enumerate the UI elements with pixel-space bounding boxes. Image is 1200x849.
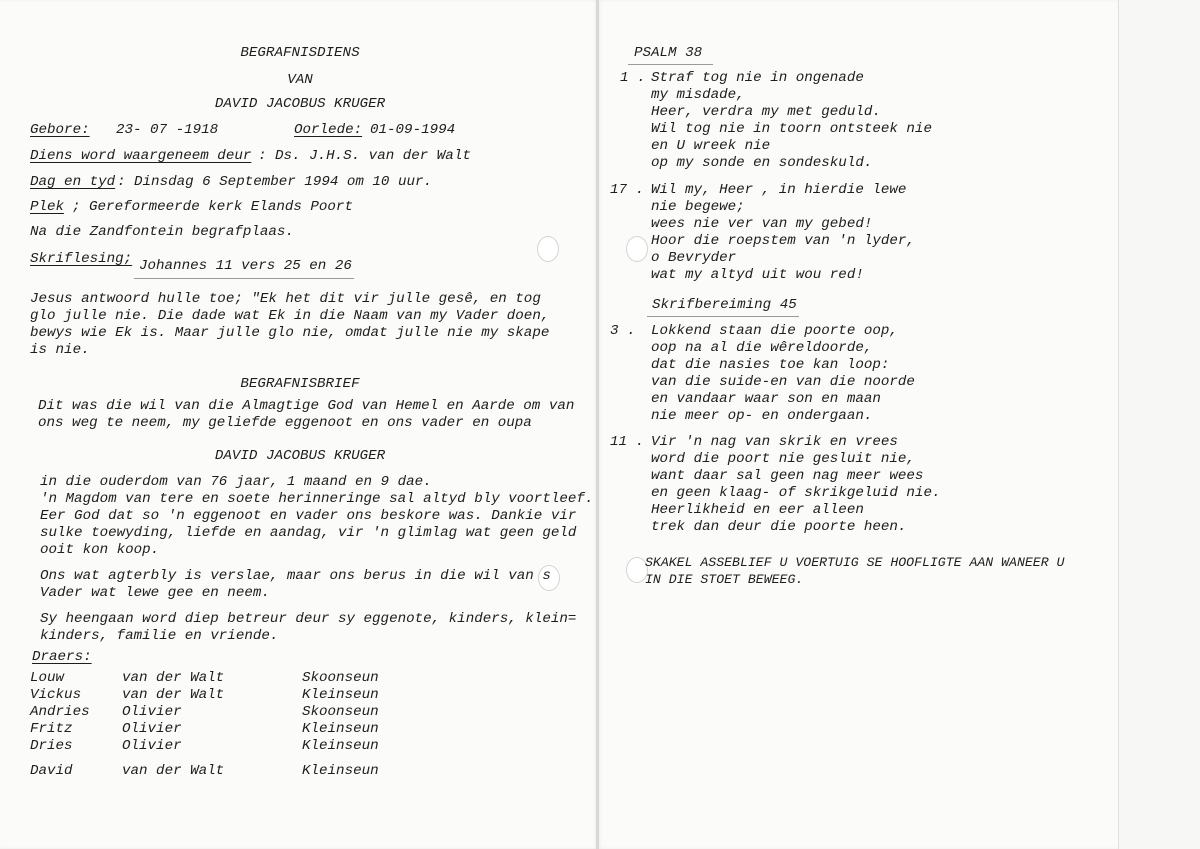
deceased-name-repeat: DAVID JACOBUS KRUGER bbox=[214, 448, 386, 464]
bearer-surname: Olivier bbox=[122, 721, 182, 737]
verse-line: Heerlikheid en eer alleen bbox=[651, 502, 864, 518]
verse-line: en U wreek nie bbox=[651, 138, 771, 154]
reading-line: is nie. bbox=[30, 342, 90, 358]
verse-line: en vandaar waar son en maan bbox=[651, 391, 881, 407]
letter-line: ooit kon koop. bbox=[40, 542, 160, 558]
verse-line: want daar sal geen nag meer wees bbox=[651, 468, 924, 484]
reading-reference: Johannes 11 vers 25 en 26 bbox=[139, 258, 352, 274]
verse-line: my misdade, bbox=[651, 87, 745, 103]
died-date: 01-09-1994 bbox=[370, 122, 456, 138]
letter-line: Eer God dat so 'n eggenoot en vader ons beskore was. Dankie vir bbox=[40, 508, 577, 524]
born-date: 23- 07 -1918 bbox=[116, 122, 219, 138]
punch-hole bbox=[537, 236, 559, 262]
verse-line: nie meer op- en ondergaan. bbox=[651, 408, 873, 424]
verse-line: wat my altyd uit wou red! bbox=[651, 267, 864, 283]
skrifbereiming-title: Skrifbereiming 45 bbox=[652, 297, 797, 313]
verse-line: van die suide-en van die noorde bbox=[651, 374, 915, 390]
verse-number: 1 . bbox=[620, 70, 646, 86]
verse-line: o Bevryder bbox=[651, 250, 737, 266]
deceased-name: DAVID JACOBUS KRUGER bbox=[214, 96, 386, 112]
verse-line: Hoor die roepstem van 'n lyder, bbox=[651, 233, 915, 249]
letter-title: BEGRAFNISBRIEF bbox=[240, 376, 360, 392]
document-van: VAN bbox=[287, 72, 313, 88]
place-value: ; Gereformeerde kerk Elands Poort bbox=[72, 199, 353, 215]
reading-line: bewys wie Ek is. Maar julle glo nie, omdat julle nie my skape bbox=[30, 325, 550, 341]
verse-line: Straf tog nie in ongenade bbox=[651, 70, 864, 86]
bearer-relation: Skoonseun bbox=[302, 704, 379, 720]
bearer-first-name: Louw bbox=[30, 670, 65, 686]
notice-line: SKAKEL ASSEBLIEF U VOERTUIG SE HOOFLIGTE AAN WANEER U bbox=[645, 555, 1065, 570]
reading-line: glo julle nie. Die dade wat Ek in die Naam van my Vader doen, bbox=[30, 308, 550, 324]
bearer-relation: Skoonseun bbox=[302, 670, 379, 686]
bearer-surname: van der Walt bbox=[122, 670, 225, 686]
page-edge bbox=[1118, 0, 1200, 849]
verse-line: Wil tog nie in toorn ontsteek nie bbox=[651, 121, 932, 137]
place-label: Plek bbox=[30, 199, 65, 215]
verse-line: oop na al die wêreldoorde, bbox=[651, 340, 873, 356]
letter-line: Vader wat lewe gee en neem. bbox=[40, 585, 270, 601]
cemetery-line: Na die Zandfontein begrafplaas. bbox=[30, 224, 294, 240]
letter-line: in die ouderdom van 76 jaar, 1 maand en 9 dae. bbox=[40, 474, 432, 490]
bearer-relation: Kleinseun bbox=[302, 687, 379, 703]
reading-label: Skriflesing; bbox=[30, 251, 133, 267]
born-label: Gebore: bbox=[30, 122, 90, 138]
letter-line: sulke toewyding, liefde en aandag, vir 'n glimlag wat geen geld bbox=[40, 525, 577, 541]
service-label: Diens word waargeneem deur bbox=[30, 148, 252, 164]
verse-line: op my sonde en sondeskuld. bbox=[651, 155, 873, 171]
bearer-surname: Olivier bbox=[122, 738, 182, 754]
bearer-first-name: Andries bbox=[30, 704, 90, 720]
verse-line: en geen klaag- of skrikgeluid nie. bbox=[651, 485, 941, 501]
letter-line: Sy heengaan word diep betreur deur sy eggenote, kinders, klein= bbox=[40, 611, 577, 627]
verse-number: 11 . bbox=[610, 434, 645, 450]
psalm-title: PSALM 38 bbox=[634, 45, 703, 61]
page-fold bbox=[596, 0, 599, 849]
letter-line: Ons wat agterbly is verslae, maar ons berus in die wil van s bbox=[40, 568, 551, 584]
verse-line: trek dan deur die poorte heen. bbox=[651, 519, 907, 535]
verse-line: Vir 'n nag van skrik en vrees bbox=[651, 434, 898, 450]
psalm-title-underline bbox=[628, 64, 713, 65]
reading-line: Jesus antwoord hulle toe; "Ek het dit vir julle gesê, en tog bbox=[30, 291, 541, 307]
skrifbereiming-title-underline bbox=[647, 316, 799, 317]
bearer-surname: van der Walt bbox=[122, 687, 225, 703]
daytime-label: Dag en tyd bbox=[30, 174, 116, 190]
letter-line: kinders, familie en vriende. bbox=[40, 628, 279, 644]
bearer-first-name: Fritz bbox=[30, 721, 73, 737]
bearer-first-name: David bbox=[30, 763, 73, 779]
punch-hole bbox=[626, 236, 648, 262]
notice-line: IN DIE STOET BEWEEG. bbox=[645, 572, 804, 587]
service-value: : Ds. J.H.S. van der Walt bbox=[258, 148, 471, 164]
verse-line: Lokkend staan die poorte oop, bbox=[651, 323, 898, 339]
bearer-surname: Olivier bbox=[122, 704, 182, 720]
verse-line: nie begewe; bbox=[651, 199, 745, 215]
reading-reference-underline bbox=[134, 278, 354, 279]
document-title: BEGRAFNISDIENS bbox=[240, 45, 360, 61]
bearer-first-name: Dries bbox=[30, 738, 73, 754]
verse-line: word die poort nie gesluit nie, bbox=[651, 451, 915, 467]
bearer-relation: Kleinseun bbox=[302, 721, 379, 737]
verse-line: dat die nasies toe kan loop: bbox=[651, 357, 890, 373]
verse-line: Wil my, Heer , in hierdie lewe bbox=[651, 182, 907, 198]
died-label: Oorlede: bbox=[294, 122, 363, 138]
verse-line: Heer, verdra my met geduld. bbox=[651, 104, 881, 120]
letter-line: Dit was die wil van die Almagtige God van Hemel en Aarde om van bbox=[38, 398, 575, 414]
bearer-relation: Kleinseun bbox=[302, 763, 379, 779]
bearer-relation: Kleinseun bbox=[302, 738, 379, 754]
letter-line: 'n Magdom van tere en soete herinneringe sal altyd bly voortleef. bbox=[40, 491, 594, 507]
bearer-first-name: Vickus bbox=[30, 687, 82, 703]
daytime-value: : Dinsdag 6 September 1994 om 10 uur. bbox=[117, 174, 433, 190]
letter-line: ons weg te neem, my geliefde eggenoot en ons vader en oupa bbox=[38, 415, 532, 431]
verse-number: 17 . bbox=[610, 182, 645, 198]
bearers-label: Draers: bbox=[32, 649, 92, 665]
bearer-surname: van der Walt bbox=[122, 763, 225, 779]
verse-line: wees nie ver van my gebed! bbox=[651, 216, 873, 232]
verse-number: 3 . bbox=[610, 323, 636, 339]
